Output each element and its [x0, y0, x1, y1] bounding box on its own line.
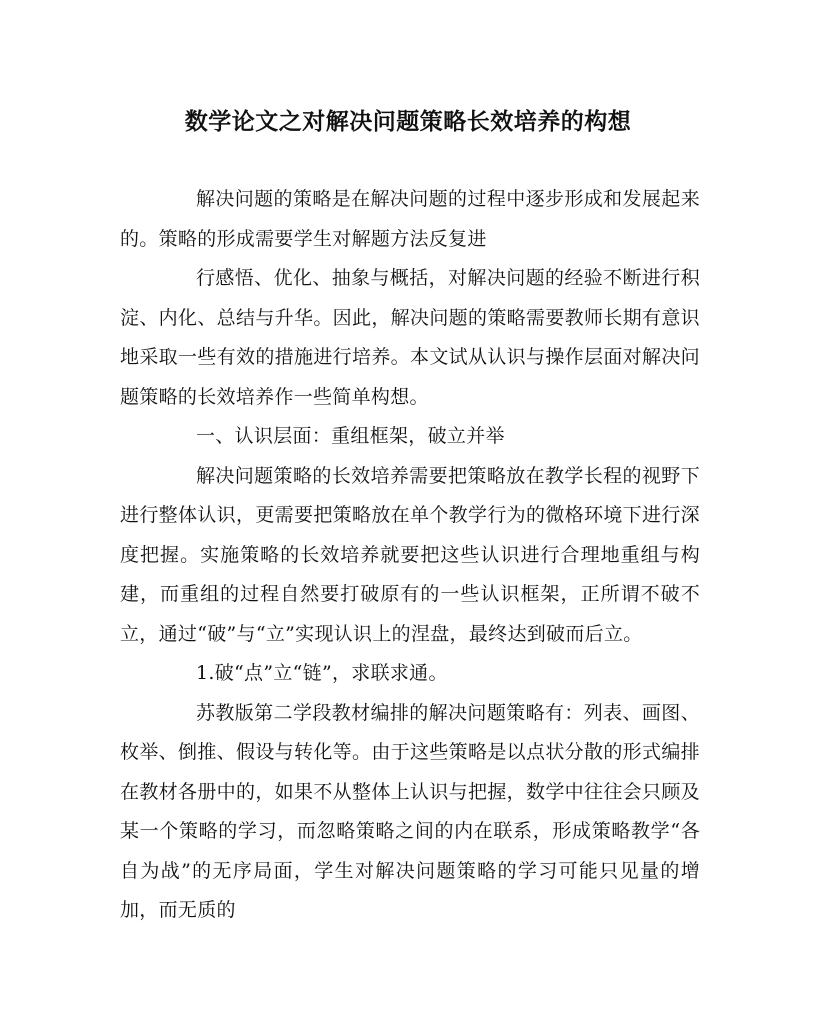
paragraph-section-1: 解决问题策略的长效培养需要把策略放在教学长程的视野下进行整体认识，更需要把策略放在单个教学行为的微格环境下进行深度把握。实施策略的长效培养就要把这些认识进行合理地重组与构建，而重组的过程自然要打破原有的一些认识框架，正所谓不破不立，通过“破”与“立”实现认识上的涅盘，最终达到破而后立。 [120, 464, 700, 645]
paragraph-intro: 解决问题的策略是在解决问题的过程中逐步形成和发展起来的。策略的形成需要学生对解题方法反复进 [120, 188, 700, 250]
document-title: 数学论文之对解决问题策略长效培养的构想 [184, 108, 632, 135]
subsection-heading-1: 1.破“点”立“链”，求联求通。 [196, 662, 448, 684]
paragraph-intro-continued: 行感悟、优化、抽象与概括，对解决问题的经验不断进行积淀、内化、总结与升华。因此，解决问题的策略需要教师长期有意识地采取一些有效的措施进行培养。本文试从认识与操作层面对解决问题策略的长效培养作一些简单构想。 [120, 267, 700, 408]
document-body [120, 180, 700, 931]
paragraph-subsection-1: 苏教版第二学段教材编排的解决问题策略有：列表、画图、枚举、倒推、假设与转化等。由于这些策略是以点状分散的形式编排在教材各册中的，如果不从整体上认识与把握，数学中往往会只顾及某一个策略的学习，而忽略策略之间的内在联系，形成策略教学“各自为战”的无序局面，学生对解决问题策略的学习可能只见量的增加，而无质的 [120, 701, 700, 921]
section-heading-1: 一、认识层面：重组框架，破立并举 [196, 425, 505, 447]
